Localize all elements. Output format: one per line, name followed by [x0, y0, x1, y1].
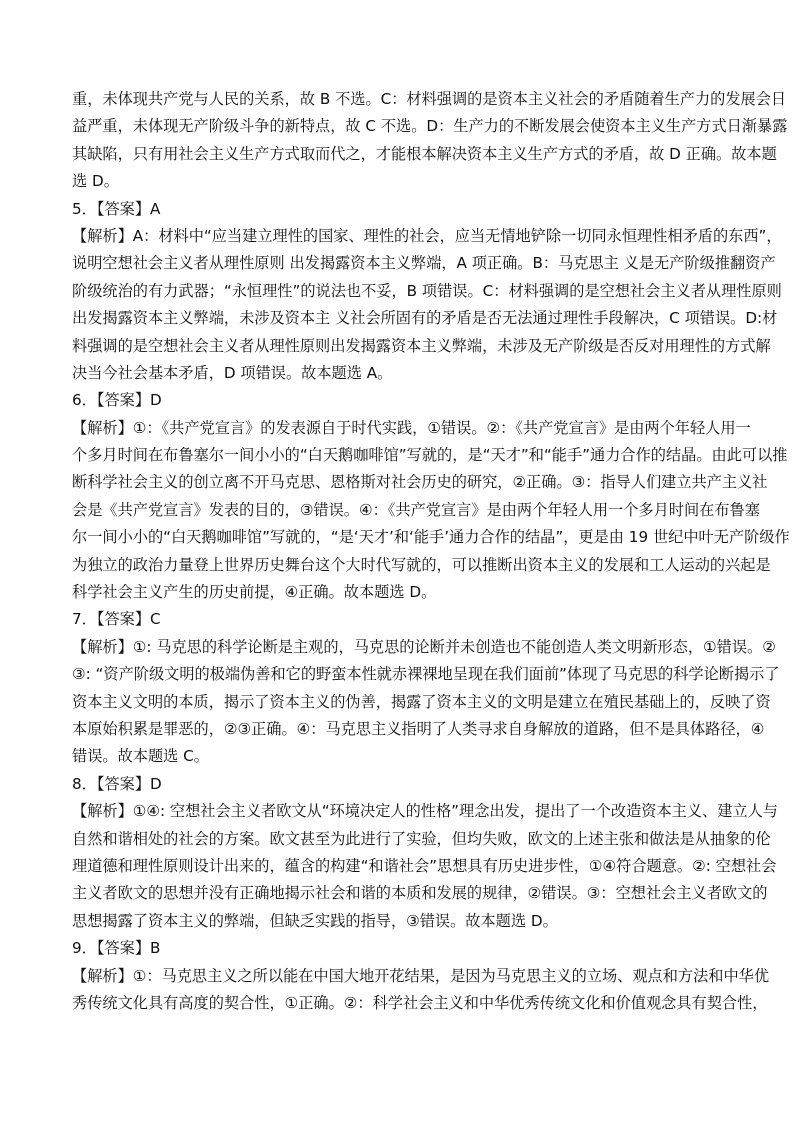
- text-line: 其缺陷，只有用社会主义生产方式取而代之，才能根本解决资本主义生产方式的矛盾，故 D 正确。故本题: [72, 144, 777, 163]
- text-line: 【解析】①④: 空想社会主义者欧文从“环境决定人的性格”理念出发，提出了一个改造资本主义、建立人与: [72, 802, 778, 821]
- text-line: 自然和谐相处的社会的方案。欧文甚至为此进行了实验，但均失败，欧文的上述主张和做法是从抽象的伦: [72, 829, 771, 848]
- text-line: ③: “资产阶级文明的极端伪善和它的野蛮本性就赤裸裸地呈现在我们面前”体现了马克思的科学论断揭示了: [72, 665, 780, 684]
- text-line: 出发揭露资本主义弊端，未涉及资本主 义社会所固有的矛盾是否无法通过理性手段解决，C 项错误。D:材: [72, 309, 778, 328]
- text-line: 决当今社会基本矛盾，D 项错误。故本题选 A。: [72, 363, 393, 382]
- text-line: 错误。故本题选 C。: [72, 747, 209, 766]
- text-line: 主义者欧文的思想并没有正确地揭示社会和谐的本质和发展的规律，②错误。③：空想社会主义者欧文的: [72, 884, 768, 903]
- text-line: 尔一间小小的“白天鹅咖啡馆”写就的，“是‘天才’和‘能手’通力合作的结晶”，更是由 19 世纪中叶无产阶级作: [72, 528, 790, 547]
- text-line: 资本主义文明的本质，揭示了资本主义的伪善，揭露了资本主义的文明是建立在殖民基础上的，反映了资: [72, 692, 771, 711]
- text-line: 科学社会主义产生的历史前提，④正确。故本题选 D。: [72, 583, 437, 602]
- text-line: 重，未体现共产党与人民的关系，故 B 不选。C：材料强调的是资本主义社会的矛盾随着生产力的发展会日: [72, 90, 787, 108]
- question-answer-heading: 8．【答案】D: [72, 774, 162, 793]
- text-line: 会是《共产党宣言》发表的目的，③错误。④：《共产党宣言》是由两个年轻人用一个多月时间在布鲁塞: [72, 500, 760, 519]
- text-line: 理道德和理性原则设计出来的，蕴含的构建“和谐社会”思想具有历史进步性，①④符合题意。②: 空想社会: [72, 856, 777, 875]
- text-line: 断科学社会主义的创立离不开马克思、恩格斯对社会历史的研究，②正确。③：指导人们建立共产主义社: [72, 473, 768, 492]
- text-line: 阶级统治的有力武器；“永恒理性”的说法也不妥，B 项错误。C：材料强调的是空想社会主义者从理性原则: [72, 281, 782, 300]
- question-answer-heading: 9．【答案】B: [72, 939, 161, 958]
- text-line: 【解析】①：马克思主义之所以能在中国大地开花结果，是因为马克思主义的立场、观点和方法和中华优: [72, 966, 770, 985]
- text-line: 思想揭露了资本主义的弊端，但缺乏实践的指导，③错误。故本题选 D。: [72, 911, 558, 930]
- text-line: 益严重，未体现无产阶级斗争的新特点，故 C 不选。D：生产力的不断发展会使资本主义生产方式日渐暴露: [72, 117, 788, 136]
- text-line: 说明空想社会主义者从理性原则 出发揭露资本主义弊端，A 项正确。B：马克思主 义是无产阶级推翻资产: [72, 254, 776, 273]
- text-line: 选 D。: [72, 172, 119, 191]
- question-answer-heading: 5．【答案】A: [72, 199, 161, 218]
- text-line: 料强调的是空想社会主义者从理性原则出发揭露资本主义弊端，未涉及无产阶级是否反对用理性的方式解: [72, 336, 771, 355]
- text-line: 【解析】A：材料中“应当建立理性的国家、理性的社会，应当无情地铲除一切同永恒理性相矛盾的东西”，: [72, 226, 782, 245]
- text-line: 本原始积累是罪恶的，②③正确。④：马克思主义指明了人类寻求自身解放的道路，但不是具体路径，④: [72, 719, 765, 738]
- text-line: 秀传统文化具有高度的契合性，①正确。②：科学社会主义和中华优秀传统文化和价值观念具有契合性，: [72, 993, 768, 1012]
- text-line: 【解析】①：《共产党宣言》的发表源自于时代实践，①错误。②：《共产党宣言》是由两个年轻人用一: [72, 418, 751, 437]
- document-page: [72, 86, 790, 1017]
- text-line: 为独立的政治力量登上世界历史舞台这个大时代写就的，可以推断出资本主义的发展和工人运动的兴起是: [72, 555, 771, 574]
- question-answer-heading: 7．【答案】C: [72, 610, 161, 629]
- text-line: 个多月时间在布鲁塞尔一间小小的“白天鹅咖啡馆”写就的，是“天才”和“能手”通力合作的结晶。由此可以推: [72, 446, 788, 465]
- question-answer-heading: 6．【答案】D: [72, 391, 162, 410]
- text-line: 【解析】①: 马克思的科学论断是主观的，马克思的论断并未创造也不能创造人类文明新形态，①错误。②: [72, 637, 776, 656]
